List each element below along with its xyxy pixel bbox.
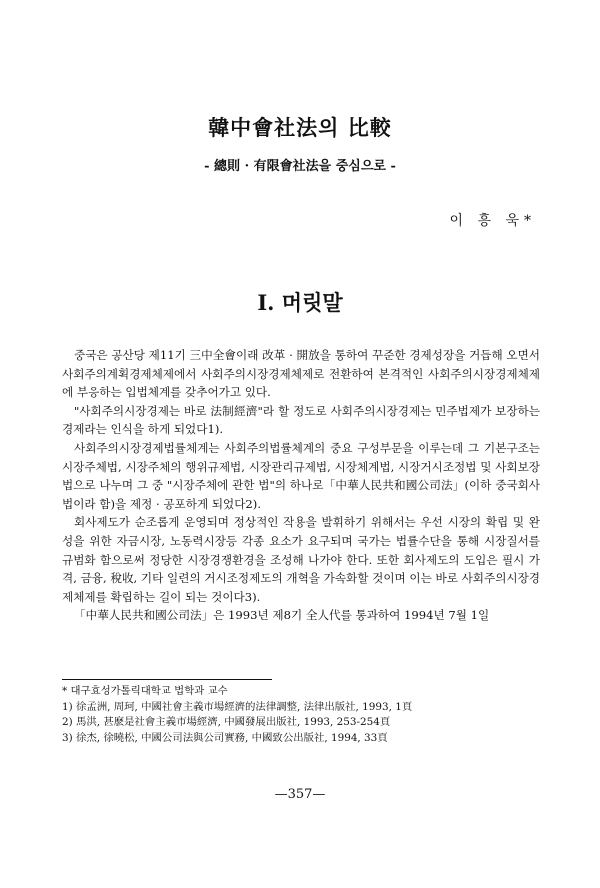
paragraph: 중국은 공산당 제11기 三中全會이래 改革 · 開放을 통하여 꾸준한 경제성장을 거듭해 오면서 사회주의계획경제체제에서 사회주의시장경제체제로 전환하여 본격적인 사회주의시장경제체제에 부응하는 입법체계를 갖추어가고 있다. (62, 348, 540, 400)
section-heading: Ⅰ. 머릿말 (257, 290, 343, 315)
footnotes (62, 684, 540, 746)
footnote: 2) 馬洪, 甚麽是社會主義市場經濟, 中國發展出版社, 1993, 253-254頁 (62, 716, 391, 729)
body-text (62, 346, 540, 625)
paragraph: "사회주의시장경제는 바로 法制經濟"라 할 정도로 사회주의시장경제는 민주법제가 보장하는 경제라는 인식을 하게 되었다1). (62, 403, 540, 437)
author-name: 이 흥 욱* (449, 213, 536, 229)
page-number: —357— (274, 787, 326, 802)
footnote-divider (62, 679, 272, 680)
footnote: 3) 徐杰, 徐曉松, 中國公司法與公司實務, 中國致公出版社, 1994, 33頁 (62, 731, 388, 744)
footnote: 1) 徐孟洲, 周珂, 中國社會主義市場經濟的法律調整, 法律出版社, 1993, 1頁 (62, 700, 413, 713)
paragraph: 회사제도가 순조롭게 운영되며 정상적인 작용을 발휘하기 위해서는 우선 시장의 확립 및 완성을 위한 자금시장, 노동력시장등 각종 요소가 요구되며 국가는 법률수단을 통해 시장질서를 규범화 함으로써 정당한 시장경쟁환경을 조성해 나가야 한다. 또한 회사제도의 도입은 필시 가격, 금융, 稅收, 기타 일련의 거시조정제도의 개혁을 가속화할 것이며 이는 바로 사회주의시장경제체제를 확립하는 길이 되는 것이다3). (62, 515, 540, 604)
paper-subtitle: - 總則 · 有限會社法을 중심으로 - (204, 159, 396, 174)
paragraph: 사회주의시장경제법률체계는 사회주의법률체계의 중요 구성부문을 이루는데 그 기본구조는 시장주체법, 시장주체의 행위규제법, 시장관리규제법, 시장체계법, 시장거시조정법 및 사회보장법으로 나누며 그 중 "시장주체에 관한 법"의 하나로「中華人民共和國公司法」(이하 중국회사법이라 함)을 제정 · 공포하게 되었다2). (62, 440, 540, 511)
paragraph: 「中華人民共和國公司法」은 1993년 제8기 全人代를 통과하여 1994년 7월 1일 (74, 608, 490, 623)
footnote: * 대구효성가톨릭대학교 법학과 교수 (62, 685, 228, 697)
paper-title: 韓中會社法의 比較 (208, 115, 392, 140)
